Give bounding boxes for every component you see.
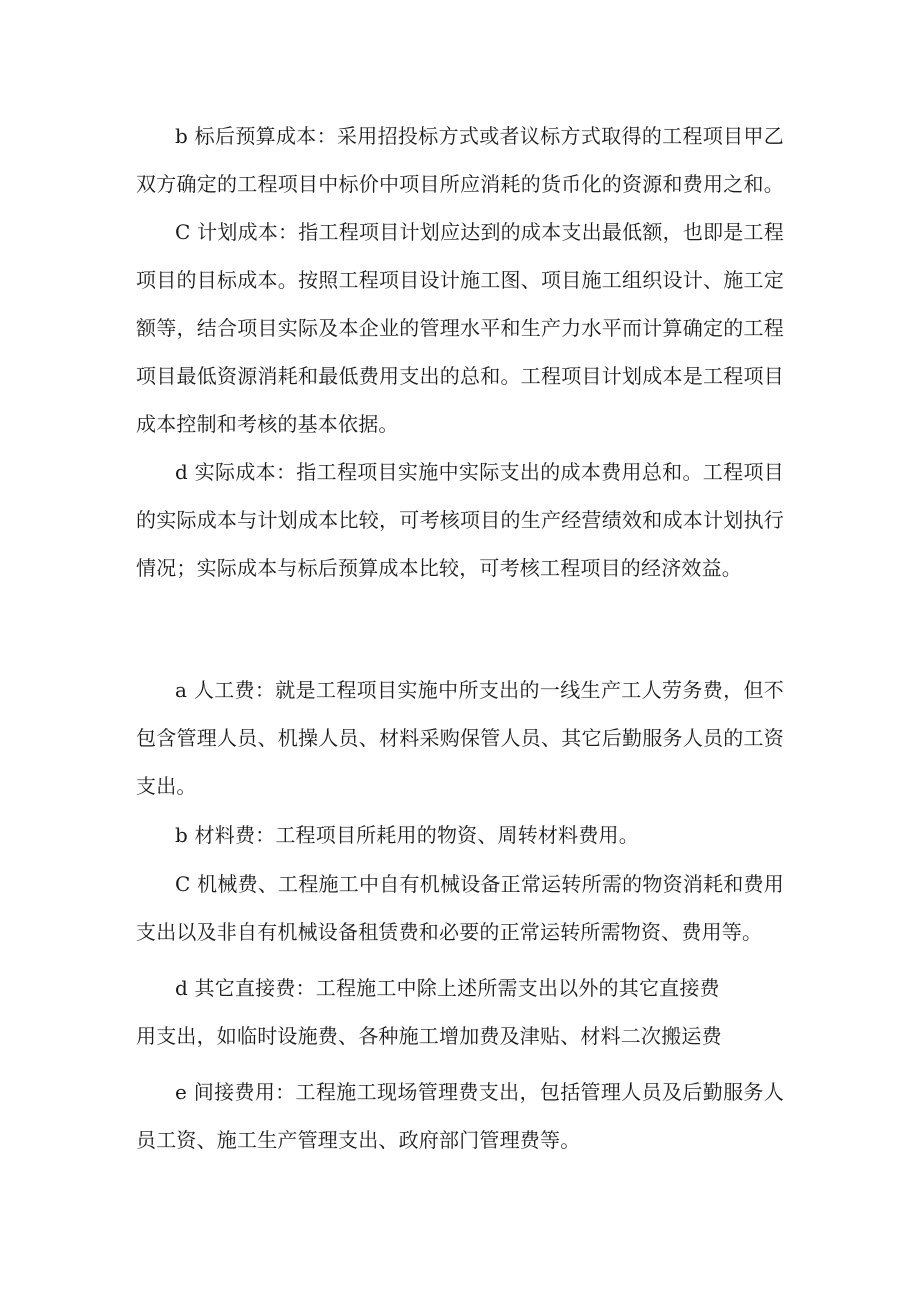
paragraph-d-other-direct-line-1: d 其它直接费：工程施工中除上述所需支出以外的其它直接费 [175,976,720,1000]
paragraph-c-machinery-line-1: C 机械费、工程施工中自有机械设备正常运转所需的物资消耗和费用 [175,872,784,896]
paragraph-d-other-direct-line-2: 用支出，如临时设施费、各种施工增加费及津贴、材料二次搬运费 [136,1024,722,1048]
paragraph-c-planned-line-2: 项目的目标成本。按照工程项目设计施工图、项目施工组织设计、施工定 [136,268,784,292]
paragraph-c-machinery-line-2: 支出以及非自有机械设备租赁费和必要的正常运转所需物资、费用等。 [136,920,763,944]
paragraph-a-labor-line-3: 支出。 [136,774,197,798]
paragraph-c-planned-line-1: C 计划成本：指工程项目计划应达到的成本支出最低额，也即是工程 [175,220,784,244]
paragraph-d-actual-line-2: 的实际成本与计划成本比较，可考核项目的生产经营绩效和成本计划执行 [136,508,784,532]
paragraph-c-planned-line-3: 额等，结合项目实际及本企业的管理水平和生产力水平而计算确定的工程 [136,316,784,340]
paragraph-c-planned-line-5: 成本控制和考核的基本依据。 [136,412,399,436]
paragraph-c-planned-line-4: 项目最低资源消耗和最低费用支出的总和。工程项目计划成本是工程项目 [136,364,784,388]
paragraph-a-labor-line-1: a 人工费：就是工程项目实施中所支出的一线生产工人劳务费，但不 [175,678,784,702]
paragraph-e-indirect-line-2: 员工资、施工生产管理支出、政府部门管理费等。 [136,1128,581,1152]
paragraph-b-material-line-1: b 材料费：工程项目所耗用的物资、周转材料费用。 [175,823,639,847]
paragraph-b-budget-line-1: b 标后预算成本：采用招投标方式或者议标方式取得的工程项目甲乙 [175,124,784,148]
paragraph-b-budget-line-2: 双方确定的工程项目中标价中项目所应消耗的货币化的资源和费用之和。 [136,172,784,196]
paragraph-d-actual-line-1: d 实际成本：指工程项目实施中实际支出的成本费用总和。工程项目 [175,460,784,484]
paragraph-a-labor-line-2: 包含管理人员、机操人员、材料采购保管人员、其它后勤服务人员的工资 [136,726,784,750]
paragraph-d-actual-line-3: 情况；实际成本与标后预算成本比较，可考核工程项目的经济效益。 [136,556,742,580]
paragraph-e-indirect-line-1: e 间接费用：工程施工现场管理费支出，包括管理人员及后勤服务人 [175,1080,784,1104]
